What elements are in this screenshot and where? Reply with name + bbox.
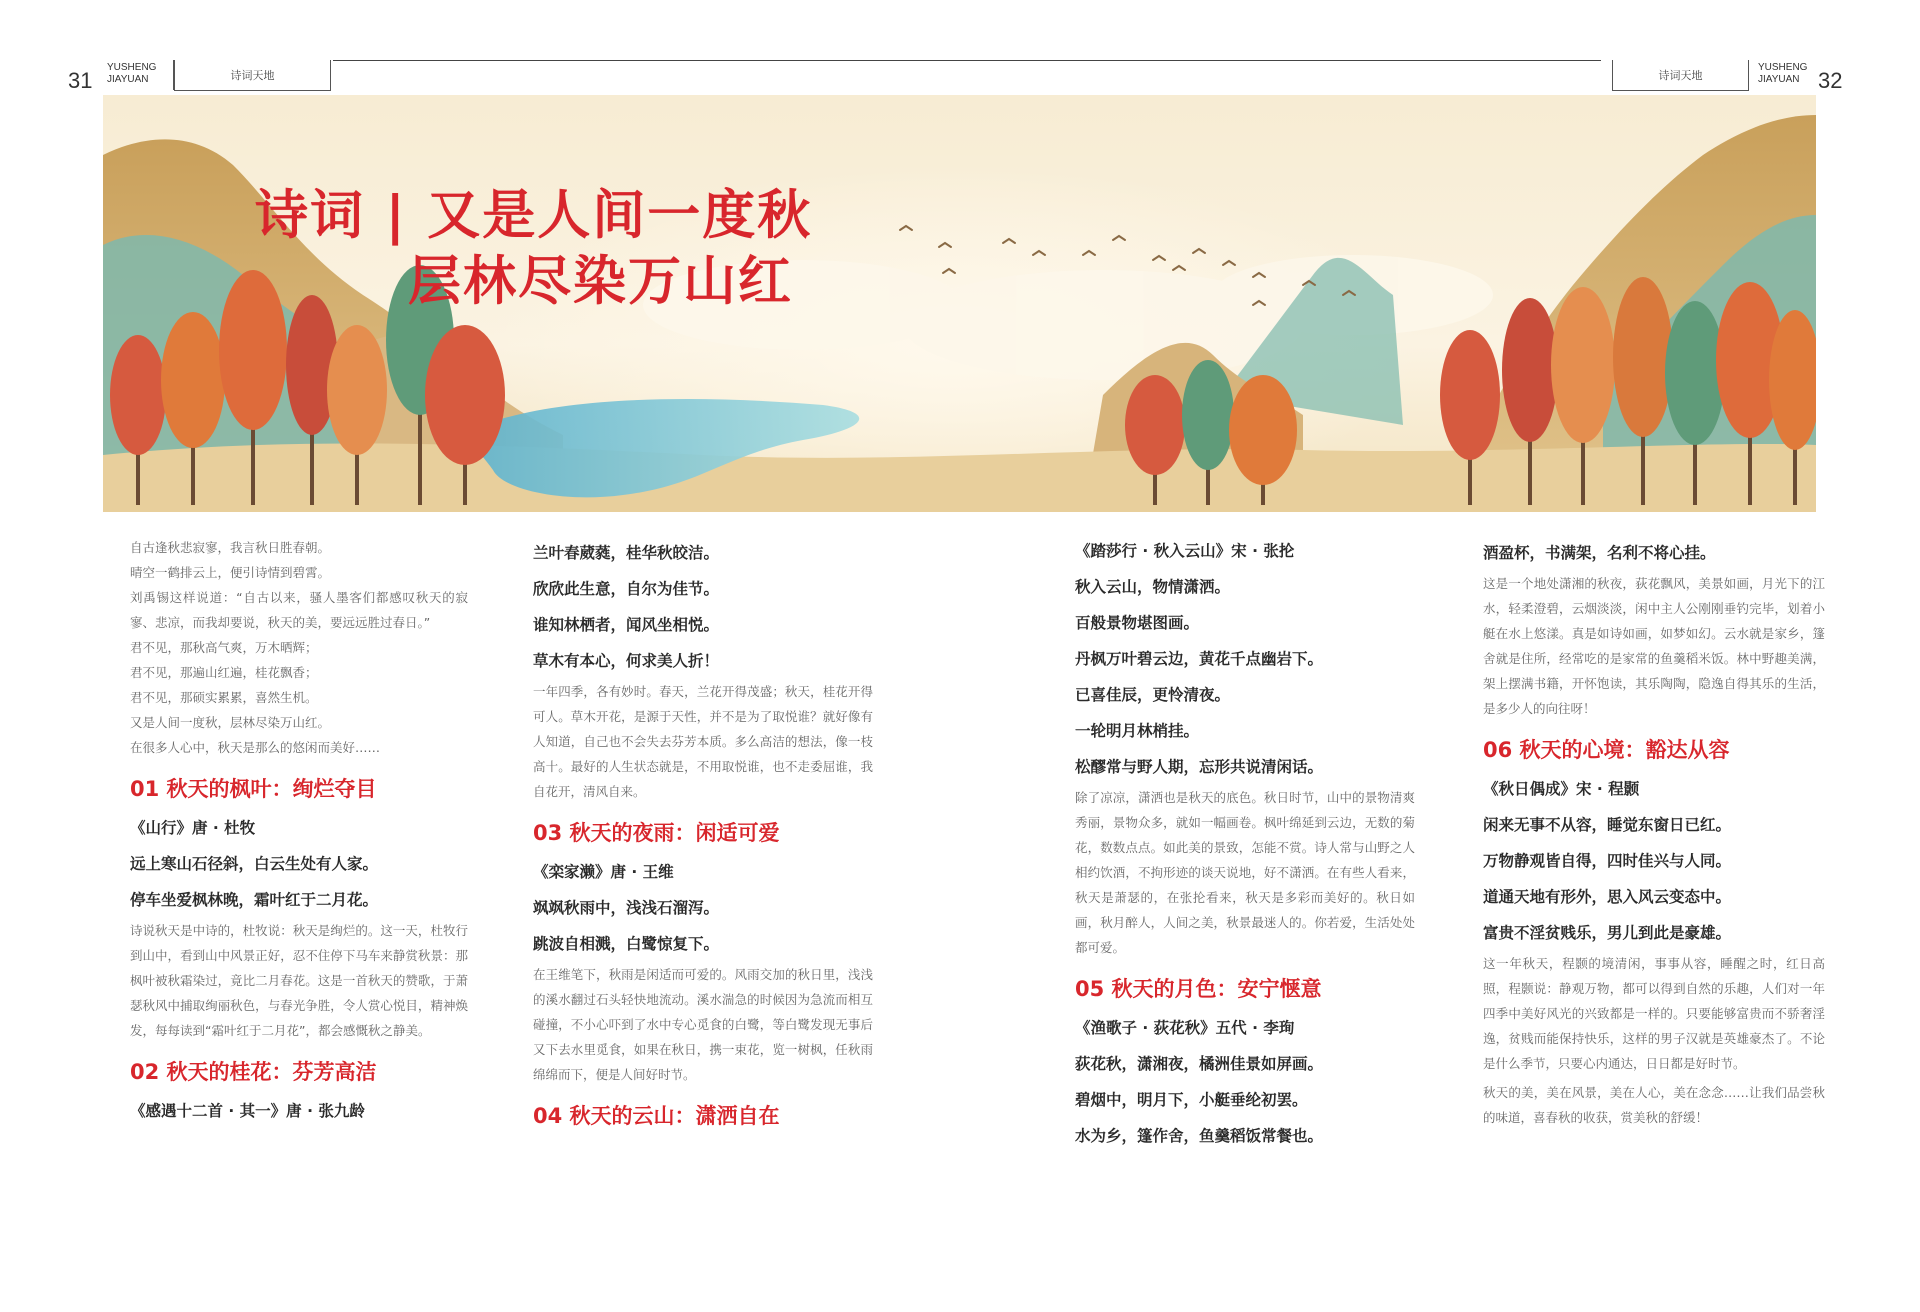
brand-logo-left <box>107 62 156 86</box>
left-page-number: 31 <box>68 68 93 93</box>
intro-line: 又是人间一度秋，层林尽染万山红。 <box>130 715 331 730</box>
intro-line: 刘禹锡这样说道：“自古以来，骚人墨客们都感叹秋天的寂寥、悲凉，而我却要说，秋天的美，要远远胜过春日。” <box>130 590 468 630</box>
poem-verse: 万物静观皆自得，四时佳兴与人同。 <box>1483 852 1732 870</box>
article-column-1 <box>130 535 468 1129</box>
poem-verse: 飒飒秋雨中，浅浅石溜泻。 <box>533 899 720 917</box>
poem-verse: 百般景物堪图画。 <box>1075 614 1200 632</box>
poem-verse: 碧烟中，明月下，小艇垂纶初罢。 <box>1075 1091 1308 1109</box>
right-page-number: 32 <box>1818 68 1843 93</box>
section-body: 在王维笔下，秋雨是闲适而可爱的。风雨交加的秋日里，浅浅的溪水翻过石头轻快地流动。溪水湍急的时候因为急流而相互碰撞，不小心吓到了水中专心觅食的白鹭，等白鹭发现无事后又下去水里觅食，如果在秋日，携一束花，览一树枫，任秋雨绵绵而下，便是人间好时节。 <box>533 967 873 1082</box>
poem-verse: 兰叶春葳蕤，桂华秋皎洁。 <box>533 544 720 562</box>
brand-line2: JIAYUAN <box>107 74 149 85</box>
brand-line2: JIAYUAN <box>1758 74 1800 85</box>
intro-line: 晴空一鹤排云上，便引诗情到碧霄。 <box>130 565 331 580</box>
poem-verse: 草木有本心，何求美人折！ <box>533 652 720 670</box>
poem-verse: 跳波自相溅，白鹭惊复下。 <box>533 935 720 953</box>
article-column-4 <box>1483 535 1825 1134</box>
poem-verse: 富贵不淫贫贱乐，男儿到此是豪雄。 <box>1483 924 1732 942</box>
intro-line: 君不见，那硕实累累，喜然生机。 <box>130 690 318 705</box>
autumn-landscape-illustration <box>103 95 1816 512</box>
poem-source: 《栾家濑》唐 · 王维 <box>533 863 674 881</box>
poem-verse: 停车坐爱枫林晚，霜叶红于二月花。 <box>130 891 379 909</box>
header-rule <box>333 60 1601 61</box>
poem-verse: 秋入云山，物情潇洒。 <box>1075 578 1231 596</box>
poem-source: 《秋日偶成》宋 · 程颢 <box>1483 780 1640 798</box>
brand-logo-right <box>1758 62 1807 86</box>
section-heading-05: 05 秋天的月色：安宁惬意 <box>1075 977 1322 1001</box>
section-body: 这一年秋天，程颢的境清闲，事事从容，睡醒之时，红日高照，程颢说：静观万物，都可以得到自然的乐趣，人们对一年四季中美好风光的兴致都是一样的。只要能够富贵而不骄奢淫逸，贫贱而能保持快乐，这样的男子汉就是英雄豪杰了。不论是什么季节，只要心内通达，日日都是好时节。 <box>1483 956 1825 1071</box>
poem-source: 《感遇十二首 · 其一》唐 · 张九龄 <box>130 1102 365 1120</box>
poem-verse: 闲来无事不从容，睡觉东窗日已红。 <box>1483 816 1732 834</box>
section-heading-06: 06 秋天的心境：豁达从容 <box>1483 738 1730 762</box>
intro-line: 君不见，那遍山红遍，桂花飘香； <box>130 665 318 680</box>
banner-title-line2: 层林尽染万山红 <box>408 251 793 312</box>
intro-line: 在很多人心中，秋天是那么的悠闲而美好…… <box>130 740 381 755</box>
poem-verse: 一轮明月林梢挂。 <box>1075 722 1200 740</box>
brand-line1: YUSHENG <box>107 62 157 73</box>
closing-paragraph: 秋天的美，美在风景，美在人心，美在念念……让我们品尝秋的味道，喜春秋的收获，赏美秋的舒缓！ <box>1483 1085 1825 1125</box>
poem-verse: 欣欣此生意，自尔为佳节。 <box>533 580 720 598</box>
poem-source: 《踏莎行 · 秋入云山》宋 · 张抡 <box>1075 542 1295 560</box>
poem-source: 《渔歌子 · 荻花秋》五代 · 李珣 <box>1075 1019 1295 1037</box>
article-column-2 <box>533 535 873 1139</box>
brand-line1: YUSHENG <box>1758 62 1808 73</box>
intro-line: 君不见，那秋高气爽，万木晒辉； <box>130 640 318 655</box>
section-body: 这是一个地处潇湘的秋夜，荻花飘风，美景如画，月光下的江水，轻柔澄碧，云烟淡淡，闲中主人公刚刚垂钓完毕，划着小艇在水上悠漾。真是如诗如画，如梦如幻。云水就是家乡，篷舍就是住所，经常吃的是家常的鱼羹稻米饭。林中野趣美满，架上摆满书籍，开怀饱读，其乐陶陶，隐逸自得其乐的生活，是多少人的向往呀！ <box>1483 576 1825 716</box>
header-divider <box>1748 60 1749 90</box>
section-tab-left: 诗词天地 <box>174 60 331 91</box>
poem-verse: 丹枫万叶碧云边，黄花千点幽岩下。 <box>1075 650 1324 668</box>
intro-line: 自古逢秋悲寂寥，我言秋日胜春朝。 <box>130 540 331 555</box>
poem-verse: 道通天地有形外，思入风云变态中。 <box>1483 888 1732 906</box>
autumn-banner <box>103 95 1816 512</box>
poem-source: 《山行》唐 · 杜牧 <box>130 819 256 837</box>
poem-verse: 酒盈杯，书满架，名利不将心挂。 <box>1483 544 1716 562</box>
poem-verse: 已喜佳辰，更怜清夜。 <box>1075 686 1231 704</box>
section-body: 除了凉凉，潇洒也是秋天的底色。秋日时节，山中的景物清爽秀丽，景物众多，就如一幅画卷。枫叶绵延到云边，无数的菊花，数数点点。如此美的景致，怎能不赏。诗人常与山野之人相约饮酒，不拘形迹的谈天说地，好不潇洒。在有些人看来，秋天是萧瑟的，在张抡看来，秋天是多彩而美好的。秋日如画，秋月醉人，人间之美，秋景最迷人的。你若爱，生活处处都可爱。 <box>1075 790 1415 955</box>
poem-verse: 荻花秋，潇湘夜，橘洲佳景如屏画。 <box>1075 1055 1324 1073</box>
poem-verse: 松醪常与野人期，忘形共说清闲话。 <box>1075 758 1324 776</box>
article-column-3 <box>1075 535 1415 1154</box>
poem-verse: 谁知林栖者，闻风坐相悦。 <box>533 616 720 634</box>
section-tab-right: 诗词天地 <box>1612 60 1749 91</box>
section-heading-04: 04 秋天的云山：潇洒自在 <box>533 1104 780 1128</box>
section-heading-02: 02 秋天的桂花：芬芳高洁 <box>130 1060 377 1084</box>
section-body: 诗说秋天是中诗的，杜牧说：秋天是绚烂的。这一天，杜牧行到山中，看到山中风景正好，忍不住停下马车来静赏秋景：那枫叶被秋霜染过，竟比二月春花。这是一首秋天的赞歌，于萧瑟秋风中捕取绚丽秋色，与春光争胜，令人赏心悦目，精神焕发，每每读到“霜叶红于二月花”，都会感慨秋之静美。 <box>130 923 468 1038</box>
section-heading-01: 01 秋天的枫叶：绚烂夺目 <box>130 777 377 801</box>
banner-title-line1: 诗词 | 又是人间一度秋 <box>255 185 813 246</box>
section-heading-03: 03 秋天的夜雨：闲适可爱 <box>533 821 780 845</box>
poem-verse: 远上寒山石径斜，白云生处有人家。 <box>130 855 379 873</box>
section-body: 一年四季，各有妙时。春天，兰花开得茂盛；秋天，桂花开得可人。草木开花，是源于天性，并不是为了取悦谁？就好像有人知道，自己也不会失去芬芳本质。多么高洁的想法，像一枝高十。最好的人生状态就是，不用取悦谁，也不走委屈谁，我自花开，清风自来。 <box>533 684 873 799</box>
intro-paragraphs <box>130 535 468 760</box>
poem-verse: 水为乡，篷作舍，鱼羹稻饭常餐也。 <box>1075 1127 1324 1145</box>
